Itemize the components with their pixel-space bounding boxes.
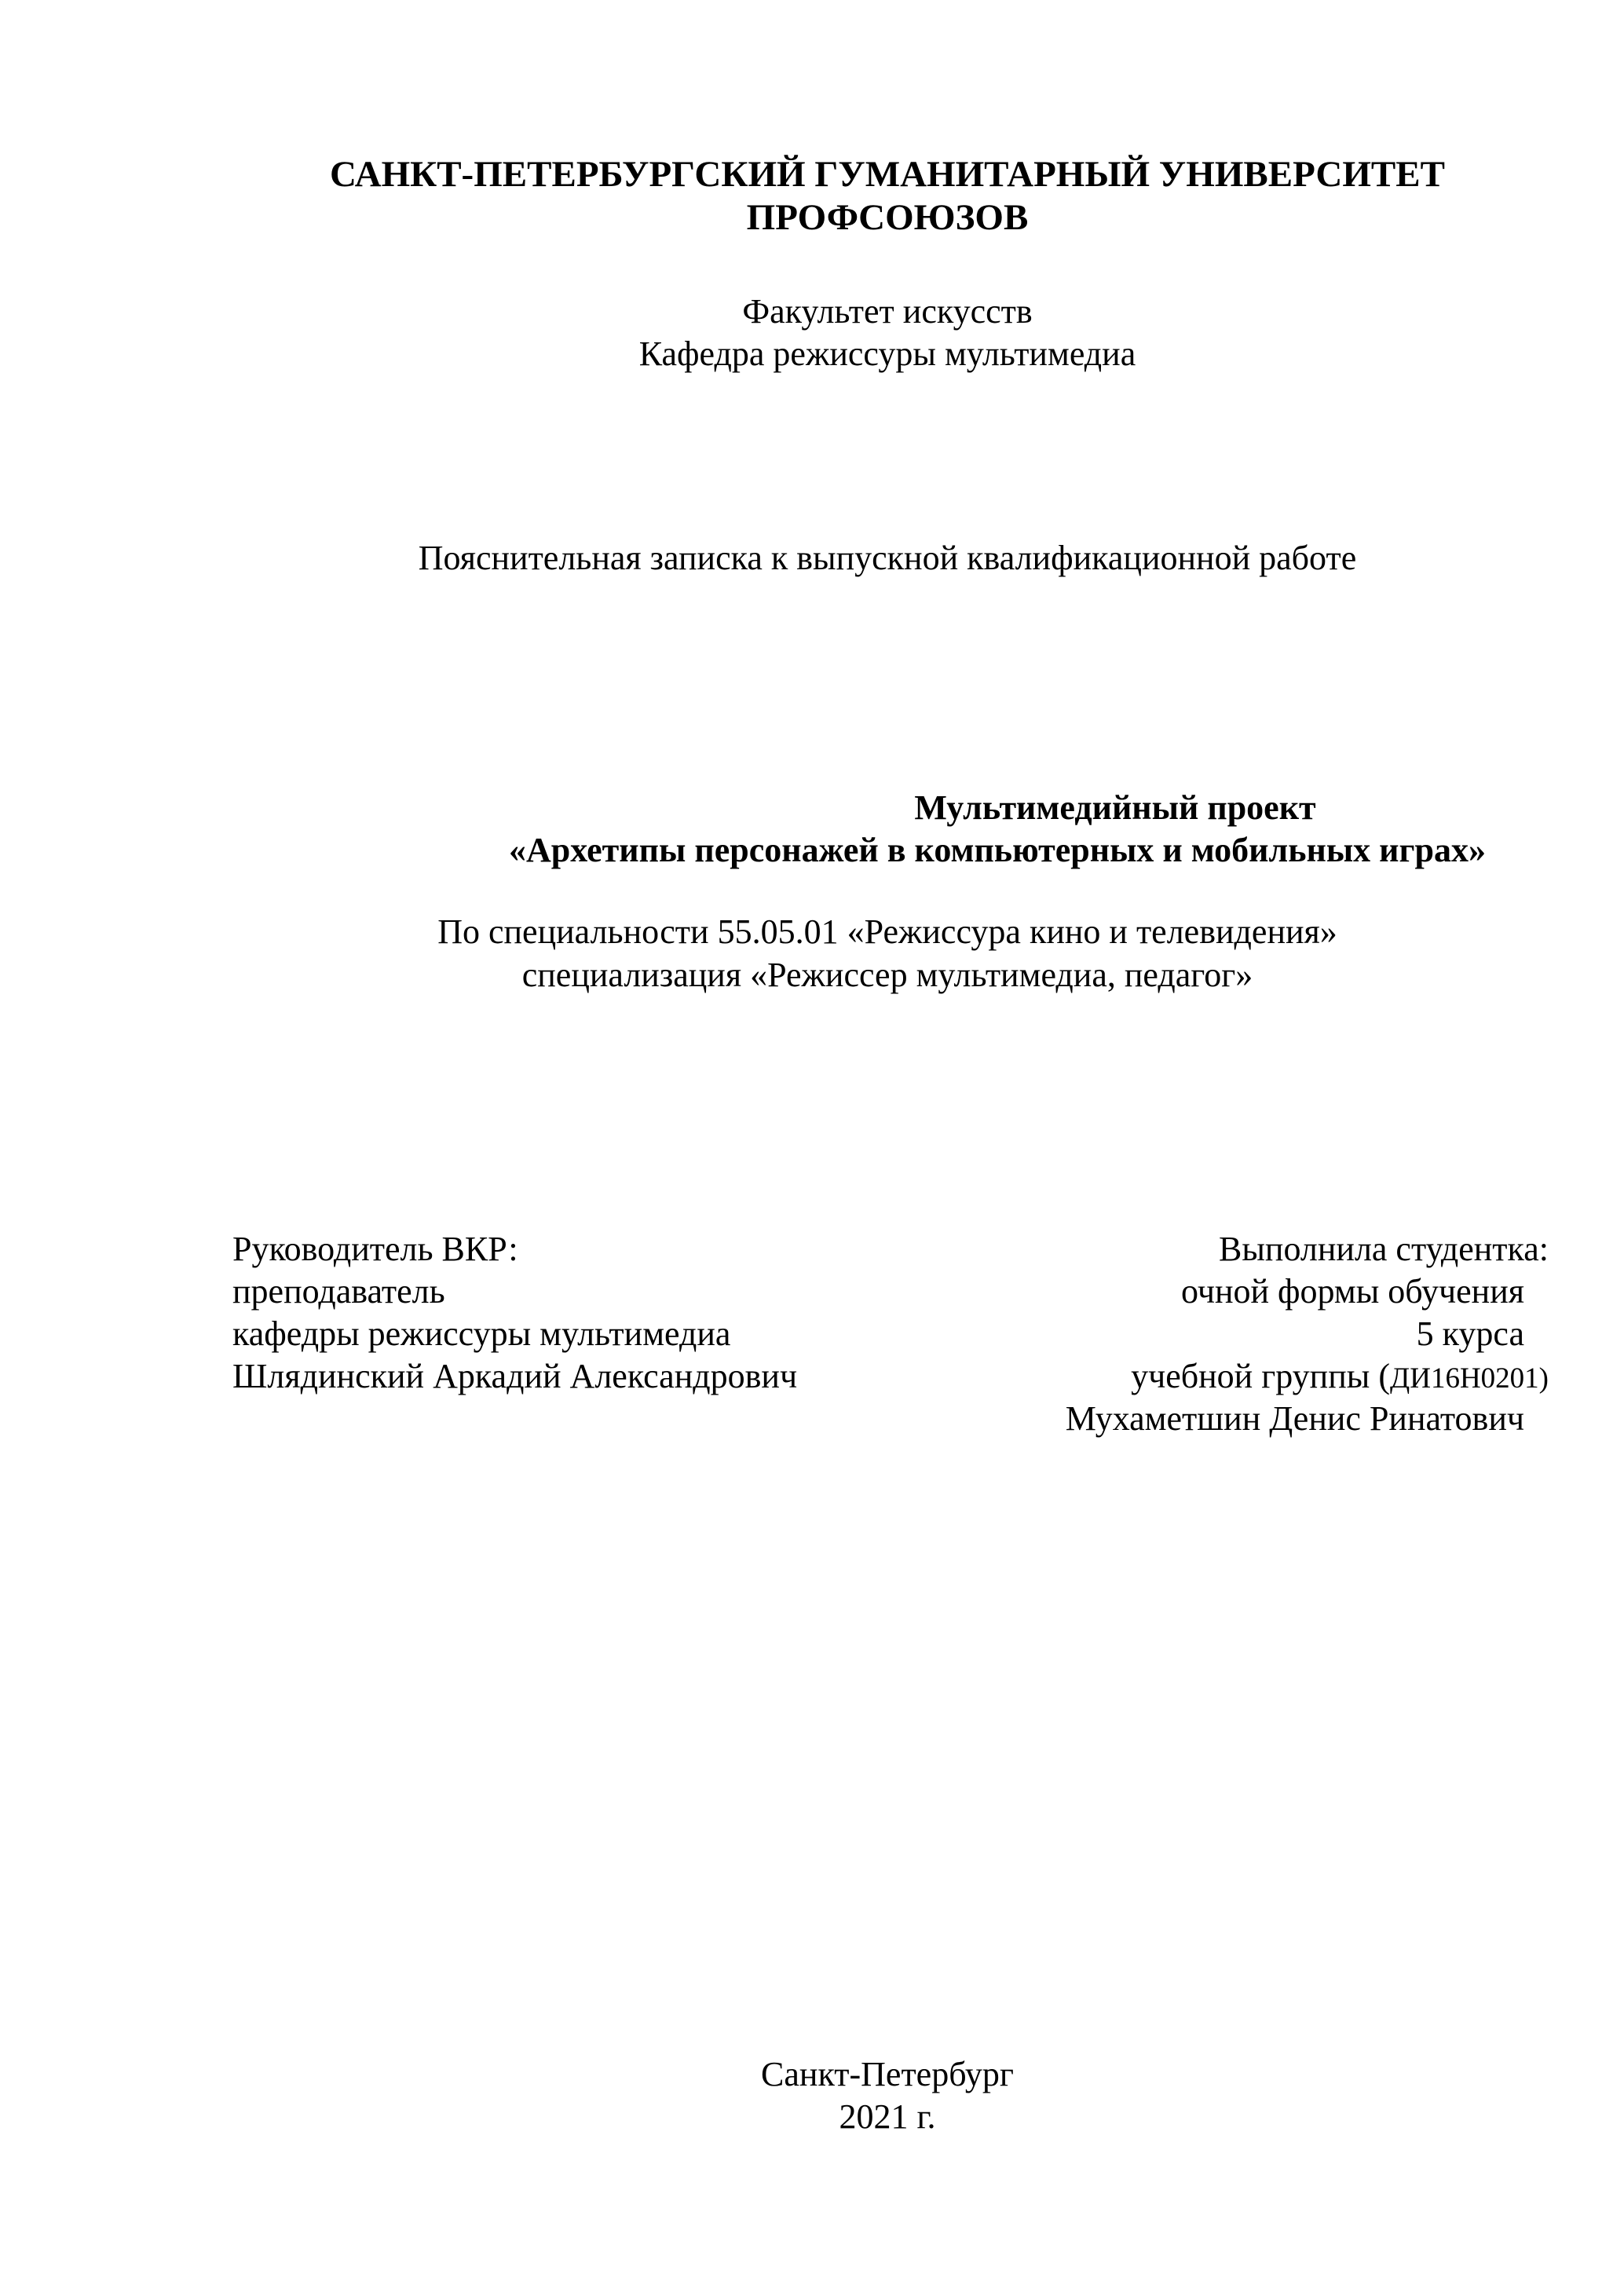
supervisor-label: Руководитель ВКР: [232,1230,518,1268]
student-group-code: ДИ16Н0201 [1389,1362,1539,1395]
student-name: Мухаметшин Денис Ринатович [1065,1399,1524,1438]
supervisor-name: Шлядинский Аркадий Александрович [232,1357,798,1395]
supervisor-department: кафедры режиссуры мультимедиа [232,1314,731,1353]
specialization: специализация «Режиссер мультимедиа, педагог» [521,956,1253,994]
department-name: Кафедра режиссуры мультимедиа [638,335,1136,373]
city: Санкт-Петербург [761,2055,1014,2093]
document-type: Пояснительная записка к выпускной квалификационной работе [418,539,1357,577]
faculty-name: Факультет искусств [742,292,1033,331]
student-group [1131,1357,1549,1398]
student-label: Выполнила студентка: [1219,1230,1549,1268]
project-title-line1: Мультимедийный проект [914,788,1316,827]
student-study-form: очной формы обучения [1180,1272,1524,1311]
student-group-suffix: ) [1538,1362,1549,1395]
project-title-line2: «Архетипы персонажей в компьютерных и мобильных играх» [509,831,1486,869]
student-course: 5 курса [1416,1314,1524,1353]
university-name-line2: ПРОФСОЮЗОВ [746,197,1029,238]
specialty: По специальности 55.05.01 «Режиссура кино и телевидения» [437,912,1337,951]
university-name-line1: САНКТ-ПЕТЕРБУРГСКИЙ ГУМАНИТАРНЫЙ УНИВЕРСИТЕТ [330,154,1445,195]
supervisor-position: преподаватель [232,1272,445,1311]
year: 2021 г. [839,2097,936,2136]
student-group-prefix: учебной группы ( [1131,1357,1390,1395]
